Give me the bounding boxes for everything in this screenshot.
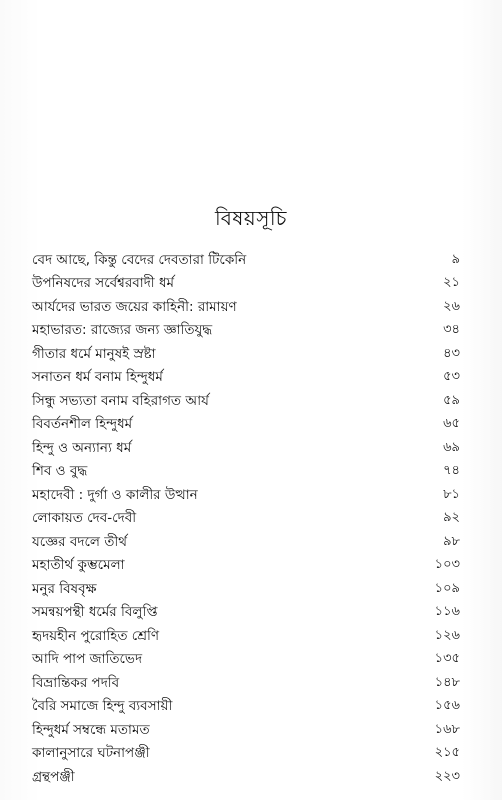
toc-entry-title: যজ্ঞের বদলে তীর্থ — [32, 533, 127, 550]
toc-entry — [28, 387, 460, 411]
table-of-contents — [28, 246, 460, 787]
toc-entry-page: ২১ — [443, 275, 460, 290]
toc-entry-page: ১৫৬ — [434, 698, 460, 713]
toc-entry-page: ২২৩ — [434, 768, 460, 784]
toc-entry-title: সনাতন ধর্ম বনাম হিন্দুধর্ম — [32, 369, 163, 385]
toc-entry — [28, 552, 460, 576]
toc-entry-page: ৩৪ — [443, 322, 460, 337]
toc-entry — [28, 716, 460, 740]
toc-entry — [28, 622, 460, 646]
toc-entry — [28, 293, 460, 317]
toc-entry — [28, 246, 460, 270]
toc-entry — [28, 317, 460, 341]
toc-entry — [28, 434, 460, 458]
toc-entry-title: লোকায়ত দেব-দেবী — [32, 510, 137, 526]
toc-entry-page: ৯২ — [443, 510, 460, 525]
toc-entry — [28, 364, 460, 388]
toc-entry-page: ২১৫ — [434, 745, 460, 760]
toc-entry-page: ৮১ — [443, 486, 460, 502]
toc-entry — [28, 481, 460, 505]
toc-entry-page: ৪৩ — [443, 345, 460, 361]
toc-entry-title: আর্যদের ভারত জয়ের কাহিনী: রামায়ণ — [32, 298, 237, 315]
toc-entry — [28, 340, 460, 364]
toc-entry-title: মনুর বিষবৃক্ষ — [32, 580, 97, 597]
toc-entry-page: ১৬৮ — [434, 721, 460, 737]
toc-entry-title: মহাতীর্থ কুম্ভমেলা — [32, 557, 125, 573]
toc-entry-page: ১৪৮ — [434, 674, 460, 690]
toc-entry-title: বিভ্রান্তিকর পদবি — [32, 674, 120, 691]
toc-entry-page: ৬৯ — [443, 439, 460, 455]
toc-entry-page: ৬৫ — [443, 416, 460, 431]
toc-entry — [28, 458, 460, 482]
toc-entry-title: মহাভারত: রাজ্যের জন্য জ্ঞাতিযুদ্ধ — [32, 322, 213, 338]
toc-entry — [28, 599, 460, 623]
toc-entry — [28, 505, 460, 529]
toc-entry — [28, 646, 460, 670]
toc-entry-title: মহাদেবী : দুর্গা ও কালীর উত্থান — [32, 486, 198, 503]
toc-entry — [28, 270, 460, 294]
toc-entry — [28, 763, 460, 787]
toc-entry-page: ১২৬ — [434, 627, 460, 643]
toc-entry-title: হিন্দুধর্ম সম্বন্ধে মতামত — [32, 721, 150, 738]
toc-entry-title: সমন্বয়পন্থী ধর্মের বিলুপ্তি — [32, 604, 158, 620]
toc-entry-title: বৈরি সমাজে হিন্দু ব্যবসায়ী — [32, 698, 173, 714]
toc-entry-title: হিন্দু ও অন্যান্য ধর্ম — [32, 439, 132, 456]
toc-entry-page: ১০৯ — [434, 580, 460, 596]
toc-entry-title: সিন্ধু সভ্যতা বনাম বহিরাগত আর্য — [32, 392, 209, 409]
toc-entry-page: ৯ — [451, 251, 460, 267]
toc-entry-title: বিবর্তনশীল হিন্দুধর্ম — [32, 416, 133, 432]
toc-entry-page: ২৬ — [443, 298, 460, 314]
toc-entry-title: শিব ও বুদ্ধ — [32, 463, 88, 479]
toc-entry — [28, 669, 460, 693]
toc-entry-page: ৭৪ — [443, 463, 460, 478]
toc-entry-title: গ্রন্থপঞ্জী — [32, 768, 75, 785]
toc-entry-page: ১০৩ — [434, 557, 460, 572]
toc-entry-page: ৫৩ — [443, 369, 460, 384]
toc-entry-title: আদি পাপ জাতিভেদ — [32, 651, 143, 667]
page-title: বিষয়সূচি — [215, 206, 287, 230]
toc-entry — [28, 740, 460, 764]
toc-entry-title: উপনিষদের সর্বেশ্বরবাদী ধর্ম — [32, 275, 175, 291]
toc-entry-title: বেদ আছে, কিন্তু বেদের দেবতারা টিকেনি — [32, 251, 247, 268]
toc-entry — [28, 528, 460, 552]
toc-entry-page: ৯৮ — [443, 533, 460, 549]
toc-entry-page: ১৩৫ — [434, 651, 460, 666]
toc-entry — [28, 411, 460, 435]
toc-entry-page: ৫৯ — [443, 392, 460, 408]
toc-entry — [28, 575, 460, 599]
toc-entry-title: হৃদয়হীন পুরোহিত শ্রেণি — [32, 627, 160, 644]
toc-entry — [28, 693, 460, 717]
toc-entry-page: ১১৬ — [434, 604, 460, 619]
toc-entry-title: কালানুসারে ঘটনাপঞ্জী — [32, 745, 150, 761]
toc-entry-title: গীতার ধর্মে মানুষই স্রষ্টা — [32, 345, 156, 362]
